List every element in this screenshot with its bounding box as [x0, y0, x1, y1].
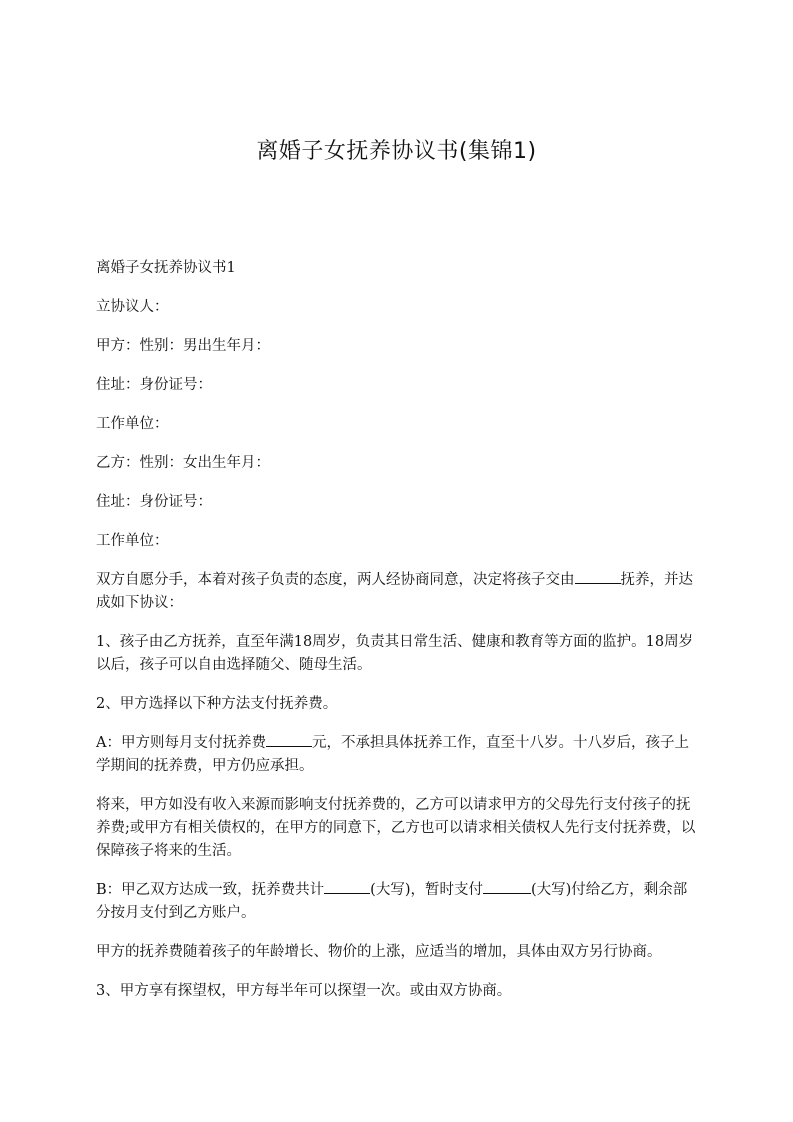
party-b-info: 乙方：性别：女出生年月： — [96, 455, 270, 471]
future-support-clause: 将来，甲方如没有收入来源而影响支付抚养费的，乙方可以请求甲方的父母先行支付孩子的抚养费;或甲方有相关债权的，在甲方的同意下，乙方也可以请求相关债权人先行支付抚养费，以保障孩子将来的生活。 — [96, 797, 696, 859]
option-b-text-2: (大写)，暂时支付 — [370, 882, 483, 898]
party-a-info: 甲方：性别：男出生年月： — [96, 338, 270, 354]
agreement-intro — [96, 569, 696, 615]
document-title: 离婚子女抚养协议书(集锦1) — [256, 139, 537, 164]
document-body — [96, 257, 696, 1019]
clause-2: 2、甲方选择以下种方法支付抚养费。 — [96, 696, 338, 712]
monthly-amount-blank — [266, 732, 312, 747]
clause-2-option-b — [96, 879, 696, 925]
party-a-employer: 工作单位： — [96, 416, 169, 432]
intro-text-1: 双方自愿分手，本着对孩子负责的态度，两人经协商同意，决定将孩子交由 — [96, 572, 575, 588]
parties-label: 立协议人： — [96, 299, 169, 315]
party-b-employer: 工作单位： — [96, 533, 169, 549]
option-a-text-1: A：甲方则每月支付抚养费 — [96, 735, 266, 751]
intro-text-2: 抚养，并达成如下协议： — [96, 572, 693, 611]
agreement-heading: 离婚子女抚养协议书1 — [96, 260, 236, 276]
initial-payment-blank — [483, 879, 531, 894]
custodian-blank — [575, 569, 621, 584]
adjustment-clause: 甲方的抚养费随着孩子的年龄增长、物价的上涨，应适当的增加，具体由双方另行协商。 — [96, 944, 662, 960]
clause-1: 1、孩子由乙方抚养，直至年满18周岁，负责其日常生活、健康和教育等方面的监护。18周岁以后，孩子可以自由选择随父、随母生活。 — [96, 634, 694, 673]
clause-2-option-a — [96, 732, 696, 778]
option-b-text-1: B：甲乙双方达成一致，抚养费共计 — [96, 882, 325, 898]
option-b-text-3: (大写)付给乙方，剩余部分按月支付到乙方账户。 — [96, 882, 688, 921]
option-a-text-2: 元，不承担具体抚养工作，直至十八岁。十八岁后，孩子上学期间的抚养费，甲方仍应承担。 — [96, 735, 689, 774]
clause-3: 3、甲方享有探望权，甲方每半年可以探望一次。或由双方协商。 — [96, 983, 512, 999]
total-amount-blank — [324, 879, 370, 894]
party-a-address: 住址：身份证号： — [96, 377, 212, 393]
party-b-address: 住址：身份证号： — [96, 494, 212, 510]
